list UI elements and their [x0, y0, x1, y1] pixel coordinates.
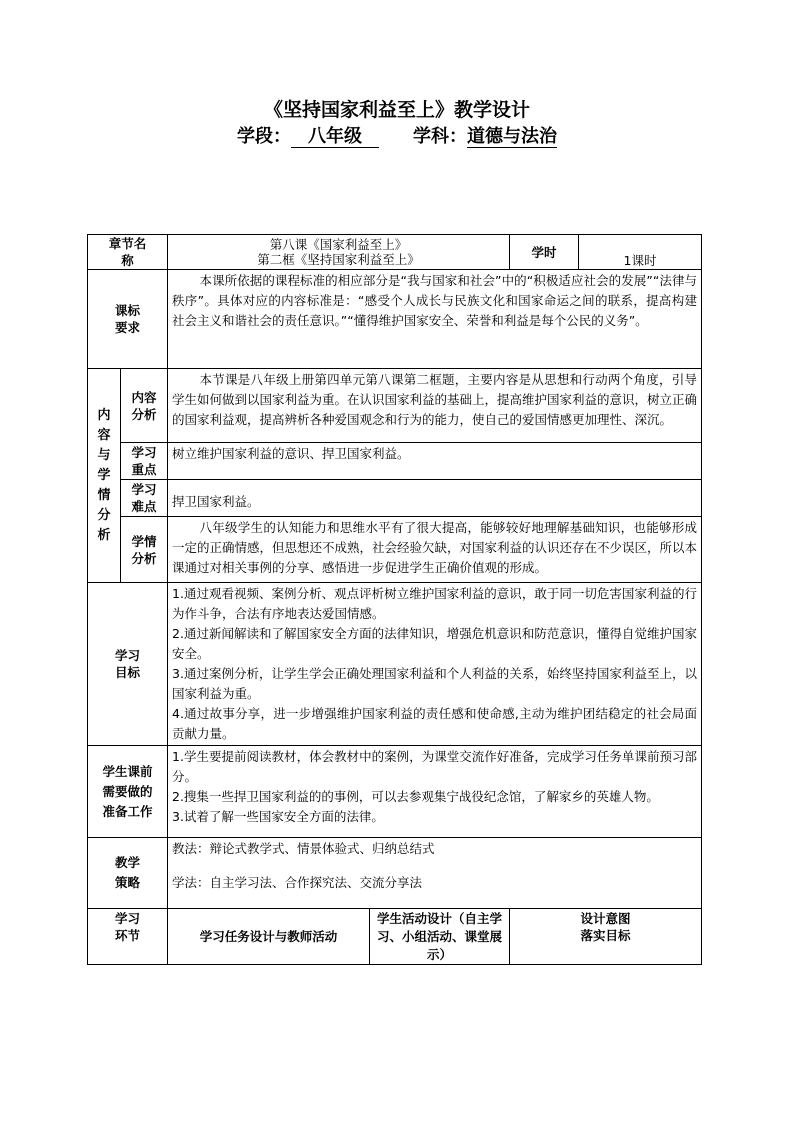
chapter-title-cell: [168, 235, 510, 270]
content-analysis-text: 本节课是八年级上册第四单元第八课第二框题，主要内容是从思想和行动两个角度，引导学生如何做到以国家利益为重。在认识国家利益的基础上，提高维护国家利益的意识，树立正确的国家利益观，提高辨析各种爱国观念和行为的能力，使自己的爱国情感更加理性、深沉。: [168, 369, 702, 443]
preparation-item: 3.试着了解一些国家安全方面的法律。: [172, 809, 384, 824]
strategy-row: [88, 838, 702, 909]
curriculum-text: 本课所依据的课程标准的相应部分是“我与国家和社会”中的“积极适应社会的发展”“法律与秩序”。具体对应的内容标准是：“感受个人成长与民族文化和国家命运之间的联系，提高构建社会主义和谐社会的责任意识。”“懂得维护国家安全、荣誉和利益是每个公民的义务”。: [168, 270, 702, 369]
preparation-label: 学生课前需要做的准备工作: [88, 746, 168, 838]
preparation-row: [88, 746, 702, 838]
objectives-row: [88, 583, 702, 746]
preparation-list: [168, 746, 702, 838]
process-stage-label: 学习环节: [88, 909, 168, 965]
hours-value: 1课时: [579, 235, 702, 270]
document-subtitle: [0, 124, 794, 150]
student-analysis-label: 学情分析: [121, 517, 168, 583]
key-points-row: [88, 443, 702, 480]
student-analysis-row: [88, 517, 702, 583]
stage-label: 学段：: [237, 126, 291, 147]
process-task-label: 学习任务设计与教师活动: [168, 909, 370, 965]
preparation-item: 1.学生要提前阅读教材，体会教材中的案例，为课堂交流作好准备，完成学习任务单课前预习部分。: [172, 749, 698, 784]
process-activity-label: 学生活动设计（自主学习、小组活动、课堂展示）: [370, 909, 510, 965]
objectives-list: [168, 583, 702, 746]
stage-value: 八年级: [291, 127, 379, 148]
objective-item: 3.通过案例分析，让学生学会正确处理国家利益和个人利益的关系，始终坚持国家利益至上，以国家利益为重。: [172, 666, 698, 701]
key-points-text: 树立维护国家利益的意识、捍卫国家利益。: [168, 443, 702, 480]
chapter-row: [88, 235, 702, 270]
subject-value: 道德与法治: [467, 126, 557, 147]
objective-item: 4.通过故事分享，进一步增强维护国家利益的责任感和使命感,主动为维护团结稳定的社会局面贡献力量。: [172, 706, 698, 741]
subject-label: 学科：: [413, 126, 467, 147]
process-header-row: [88, 909, 702, 965]
content-analysis-row: [88, 369, 702, 443]
student-analysis-text: 八年级学生的认知能力和思维水平有了很大提高，能够较好地理解基础知识，也能够形成一定的正确情感，但思想还不成熟，社会经验欠缺，对国家利益的认识还存在不少误区，所以本课通过对相关事例的分享、感悟进一步促进学生正确价值观的形成。: [168, 517, 702, 583]
chapter-section: 第二框《坚持国家利益至上》: [257, 252, 420, 267]
curriculum-label: 课标要求: [88, 270, 168, 369]
preparation-item: 2.搜集一些捍卫国家利益的的事例，可以去参观集宁战役纪念馆，了解家乡的英雄人物。: [172, 789, 659, 804]
content-analysis-label: 内容分析: [121, 369, 168, 443]
objective-item: 2.通过新闻解读和了解国家安全方面的法律知识，增强危机意识和防范意识，懂得自觉维护国家安全。: [172, 626, 698, 661]
strategy-text: [168, 838, 702, 909]
curriculum-row: [88, 270, 702, 369]
teaching-method: 教法：辩论式教学式、情景体验式、归纳总结式: [172, 841, 435, 856]
learning-method: 学法：自主学习法、合作探究法、交流分享法: [172, 875, 423, 890]
difficulty-row: [88, 480, 702, 517]
analysis-label: 内容与学情分析: [88, 369, 121, 583]
difficulty-text: 捍卫国家利益。: [168, 480, 702, 517]
lesson-plan-table: [87, 234, 702, 965]
document-title: 《坚持国家利益至上》教学设计: [263, 99, 530, 121]
objectives-label: 学习目标: [88, 583, 168, 746]
objective-item: 1.通过观看视频、案例分析、观点评析树立维护国家利益的意识，敢于同一切危害国家利益的行为作斗争，合法有序地表达爱国情感。: [172, 586, 698, 621]
chapter-lesson: 第八课《国家利益至上》: [269, 237, 408, 252]
chapter-label: 章节名称: [88, 235, 168, 270]
process-intent-label: 设计意图落实目标: [510, 909, 702, 965]
hours-label: 学时: [510, 235, 579, 270]
difficulty-label: 学习难点: [121, 480, 168, 517]
strategy-label: 教学策略: [88, 838, 168, 909]
key-points-label: 学习重点: [121, 443, 168, 480]
